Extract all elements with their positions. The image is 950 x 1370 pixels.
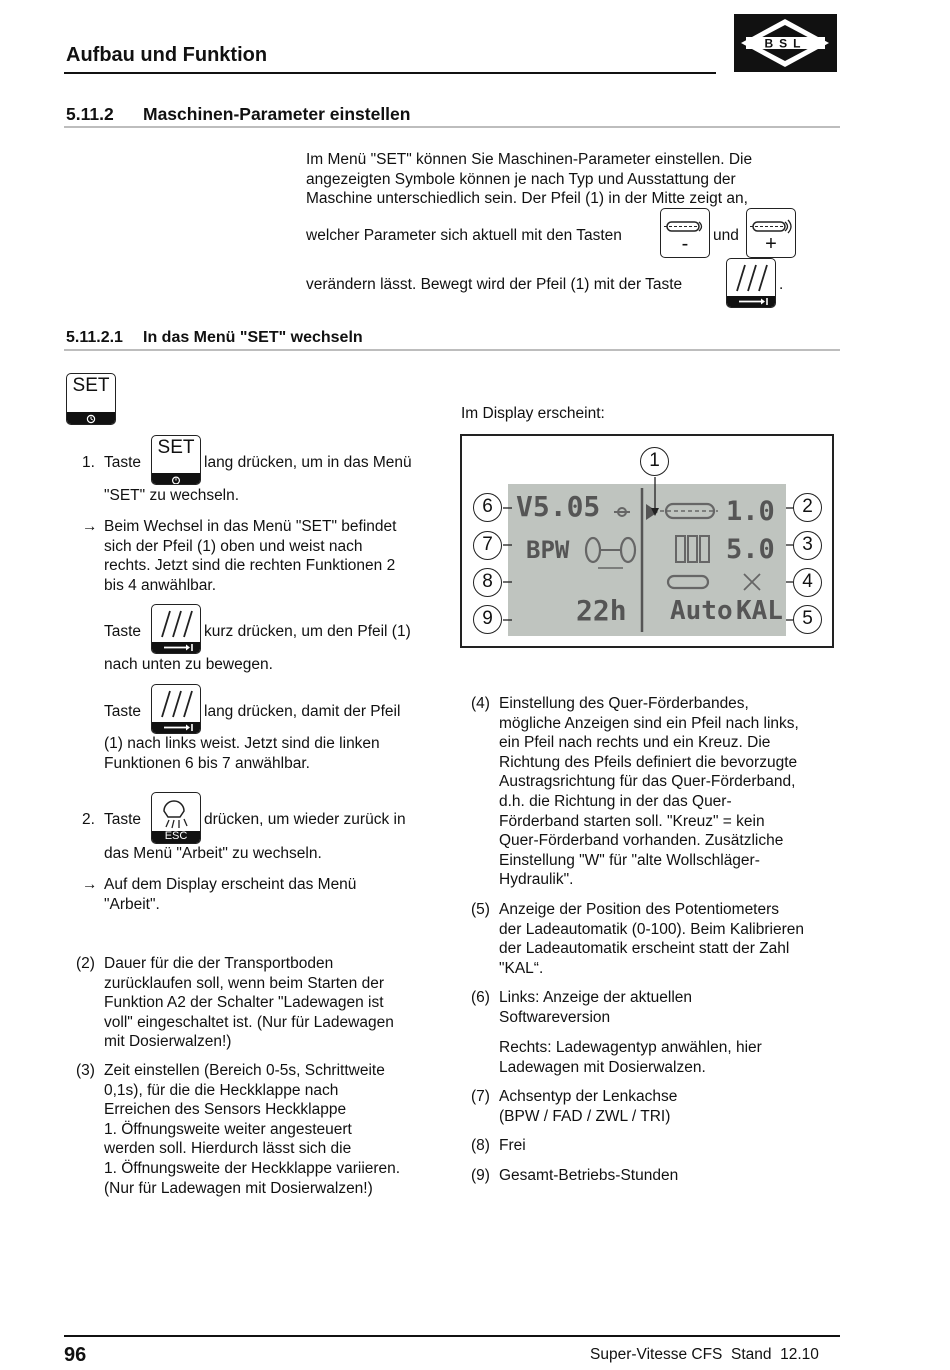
item-2-number: (2) <box>76 955 95 972</box>
step-1-text: lang drücken, um in das Menü <box>204 454 412 471</box>
minus-label: - <box>681 233 689 255</box>
item-7-text <box>499 1087 677 1126</box>
item-4-line: Quer-Förderband vorhanden. Zusätzliche <box>499 832 784 850</box>
item-4-line: mögliche Anzeigen sind ein Pfeil nach links, <box>499 714 799 732</box>
item-2-line: mit Dosierwalzen!) <box>104 1033 232 1051</box>
item-5-line: Anzeige der Position des Potentiometers <box>499 901 780 918</box>
callout-3: 3 <box>793 531 822 560</box>
step-2-number: 2. <box>82 811 95 828</box>
item-2-line: Dauer für die der Transportboden <box>104 955 334 972</box>
item-2-line: voll" eingeschaltet ist. (Nur für Ladewagen <box>104 1013 394 1031</box>
lcd-value-1: 1.0 <box>726 496 775 527</box>
item-4-line: Hydraulik". <box>499 871 574 889</box>
item-4-text <box>499 694 799 890</box>
item-3-number: (3) <box>76 1062 95 1079</box>
callout-9: 9 <box>473 605 502 634</box>
document-reference: Super-Vitesse CFS Stand 12.10 <box>590 1346 819 1363</box>
item-6b-line: Ladewagen mit Dosierwalzen. <box>499 1058 706 1076</box>
step-1-taste: Taste <box>104 454 142 471</box>
step-long-text: lang drücken, damit der Pfeil <box>204 703 401 720</box>
intro-line-2: angezeigten Symbole können je nach Typ und Ausstattung der <box>306 171 736 188</box>
step-1-text-2: "SET" zu wechseln. <box>104 487 240 504</box>
lcd-hours: 22h <box>576 594 627 627</box>
item-2-text <box>104 954 394 1052</box>
result-arrow-1: → <box>82 518 98 535</box>
set-key-inline-icon <box>151 435 201 485</box>
cursor-move-key-long-icon <box>151 684 201 734</box>
item-6-line: Links: Anzeige der aktuellen <box>499 989 693 1006</box>
item-5-line: der Ladeautomatik erscheint statt der Zahl <box>499 940 790 958</box>
item-4-number: (4) <box>471 695 490 712</box>
item-6-number: (6) <box>471 989 490 1006</box>
item-7-line: Achsentyp der Lenkachse <box>499 1088 678 1105</box>
item-3-line: Zeit einstellen (Bereich 0-5s, Schrittweite <box>104 1062 385 1079</box>
item-8-text: Frei <box>499 1137 526 1154</box>
result-1-line-2: sich der Pfeil (1) oben und weist nach <box>104 538 363 555</box>
esc-key-icon <box>151 792 201 844</box>
plus-label: + <box>765 233 777 255</box>
cursor-move-key-short-icon <box>151 604 201 654</box>
item-3-line: 1. Öffnungsweite der Heckklappe variieren. <box>104 1159 401 1177</box>
item-3-line: werden soll. Hierdurch lässt sich die <box>104 1140 352 1158</box>
set-key-inline-label: SET <box>157 437 195 458</box>
item-6b-text <box>499 1038 762 1077</box>
intro-line-3: Maschine unterschiedlich sein. Der Pfeil (1) in der Mitte zeigt an, <box>306 190 748 207</box>
section-number: 5.11.2 <box>66 104 114 124</box>
callout-6: 6 <box>473 493 502 522</box>
item-8-number: (8) <box>471 1137 490 1154</box>
footer-rule <box>64 1335 840 1337</box>
lcd-kal: KAL <box>736 596 783 626</box>
item-5-line: "KAL“. <box>499 959 544 977</box>
callout-4: 4 <box>793 568 822 597</box>
set-key-inline-bar <box>152 473 200 484</box>
conveyor-plus-key-icon <box>746 208 796 258</box>
callout-2: 2 <box>793 493 822 522</box>
item-4-line: d.h. die Richtung in der das Quer- <box>499 792 732 810</box>
item-3-line: (Nur für Ladewagen mit Dosierwalzen!) <box>104 1179 373 1197</box>
intro-line-4: welcher Parameter sich aktuell mit den Tasten <box>306 227 622 244</box>
result-1-line-4: bis 4 anwählbar. <box>104 577 217 594</box>
item-3-line: Erreichen des Sensors Heckklappe <box>104 1101 347 1119</box>
item-3-line: 1. Öffnungsweite weiter angesteuert <box>104 1120 352 1138</box>
intro-line-5: verändern lässt. Bewegt wird der Pfeil (1) mit der Taste <box>306 276 683 293</box>
callout-7: 7 <box>473 531 502 560</box>
item-4-line: Einstellung des Quer-Förderbandes, <box>499 695 749 712</box>
item-4-line: Austragsrichtung für das Quer-Förderband, <box>499 773 796 791</box>
item-7-line: (BPW / FAD / ZWL / TRI) <box>499 1107 671 1125</box>
result-arrow-2: → <box>82 876 98 893</box>
callout-8: 8 <box>473 568 502 597</box>
callout-1: 1 <box>640 447 669 476</box>
lcd-value-2: 5.0 <box>726 534 775 565</box>
svg-text:BSL: BSL <box>764 36 807 51</box>
item-9-text: Gesamt-Betriebs-Stunden <box>499 1167 679 1184</box>
item-2-line: zurücklaufen soll, wenn beim Starten der <box>104 974 385 992</box>
step-1-number: 1. <box>82 454 95 471</box>
item-9-number: (9) <box>471 1167 490 1184</box>
item-6-line: Softwareversion <box>499 1008 611 1026</box>
item-5-number: (5) <box>471 901 490 918</box>
step-long-taste: Taste <box>104 703 142 720</box>
item-6-text <box>499 988 692 1027</box>
item-4-line: ein Pfeil nach rechts und ein Kreuz. Die <box>499 734 771 752</box>
item-4-line: Einstellung "W" für "alte Wollschläger- <box>499 851 760 869</box>
lcd-version: V5.05 <box>516 490 601 523</box>
item-4-line: Förderband starten soll. "Kreuz" = kein <box>499 812 765 830</box>
result-2-line-2: "Arbeit". <box>104 896 160 913</box>
subsection-rule <box>64 349 840 351</box>
item-7-number: (7) <box>471 1088 490 1105</box>
set-key-bar <box>67 412 115 424</box>
step-short-text-2: nach unten zu bewegen. <box>104 656 273 673</box>
set-key-label: SET <box>72 375 110 396</box>
header-rule <box>64 72 716 74</box>
section-title: Maschinen-Parameter einstellen <box>143 104 411 124</box>
item-4-line: Richtung des Pfeils definiert die bevorzugte <box>499 753 798 771</box>
item-3-line: 0,1s), für die die Heckklappe nach <box>104 1081 339 1099</box>
cursor-move-key-icon <box>726 258 776 308</box>
page-number: 96 <box>64 1344 87 1366</box>
intro-period: . <box>779 276 784 293</box>
header-title: Aufbau und Funktion <box>66 44 268 66</box>
bsl-logo <box>734 14 837 72</box>
result-1-line-1: Beim Wechsel in das Menü "SET" befindet <box>104 518 397 535</box>
callout-5: 5 <box>793 605 822 634</box>
esc-key-label: ESC <box>164 830 188 842</box>
subsection-title: In das Menü "SET" wechseln <box>143 329 363 346</box>
subsection-number: 5.11.2.1 <box>66 329 123 346</box>
result-2-line-1: Auf dem Display erscheint das Menü <box>104 876 357 893</box>
intro-and: und <box>713 227 739 244</box>
step-2-text-2: das Menü "Arbeit" zu wechseln. <box>104 845 322 862</box>
step-2-taste: Taste <box>104 811 142 828</box>
display-caption: Im Display erscheint: <box>461 405 605 422</box>
conveyor-minus-key-icon <box>660 208 710 258</box>
intro-line-1: Im Menü "SET" können Sie Maschinen-Parameter einstellen. Die <box>306 151 753 168</box>
section-rule <box>64 126 840 128</box>
step-2-text: drücken, um wieder zurück in <box>204 811 406 828</box>
step-long-text-3: Funktionen 6 bis 7 anwählbar. <box>104 755 310 772</box>
step-short-text: kurz drücken, um den Pfeil (1) <box>204 623 411 640</box>
step-long-text-2: (1) nach links weist. Jetzt sind die linken <box>104 735 380 752</box>
item-3-text <box>104 1061 400 1198</box>
step-short-taste: Taste <box>104 623 142 640</box>
item-6b-line: Rechts: Ladewagentyp anwählen, hier <box>499 1039 762 1056</box>
item-5-line: der Ladeautomatik (0-100). Beim Kalibrieren <box>499 920 804 938</box>
result-1-line-3: rechts. Jetzt sind die rechten Funktionen 2 <box>104 557 396 574</box>
lcd-axle-type: BPW <box>526 536 570 564</box>
item-2-line: Funktion A2 der Schalter "Ladewagen ist <box>104 994 384 1012</box>
lcd-auto: Auto <box>670 596 733 626</box>
item-5-text <box>499 900 804 978</box>
set-key-icon <box>66 373 116 425</box>
